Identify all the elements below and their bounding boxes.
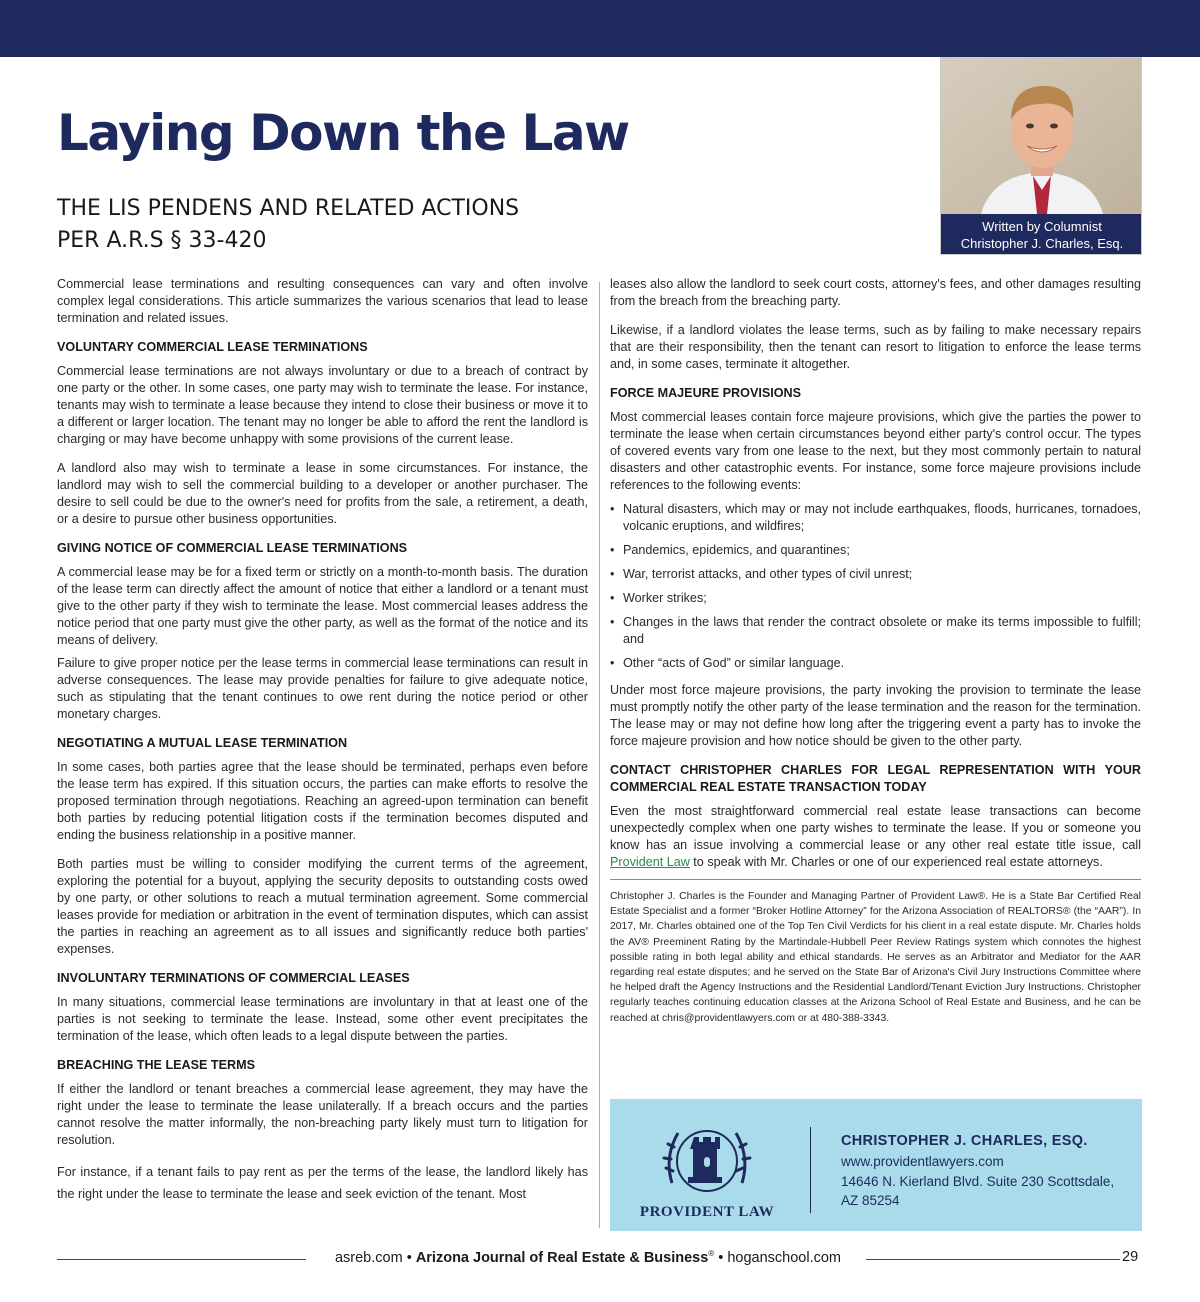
footer-rule-right — [866, 1259, 1120, 1260]
heading-contact: CONTACT CHRISTOPHER CHARLES FOR LEGAL REPRESENTATION WITH YOUR COMMERCIAL REAL ESTATE TRANSACTION TODAY — [610, 763, 1141, 794]
footer-separator: • — [406, 1249, 412, 1266]
list-item: • War, terrorist attacks, and other types of civil unrest; — [610, 566, 1141, 583]
continuation-paragraph-1: leases also allow the landlord to seek court costs, attorney's fees, and other damages resulting from the breach from the breaching party. — [610, 277, 1141, 308]
list-item: • Pandemics, epidemics, and quarantines; — [610, 542, 1141, 559]
notice-paragraph-1: A commercial lease may be for a fixed term or strictly on a month-to-month basis. The duration of the lease term can directly affect the amount of notice that either a landlord or a tenant must give to the other party if they wish to terminate the lease. Most commercial leases address the notice period that one party must give the other party, as well as the format of the notice and its means of delivery. — [57, 565, 588, 647]
subtitle-line-1: THE LIS PENDENS AND RELATED ACTIONS — [57, 196, 520, 221]
mutual-paragraph-2: Both parties must be willing to consider modifying the current terms of the agreement, exploring the potential for a buyout, applying the security deposits to outstanding costs owed by one party, or other solutions to reach a mutual termination agreement. Some commercial leases provide for mediation or arbitration in the event of termination disputes, which can assist the parties in reaching an agreement as to all issues and significantly reduce both parties' expenses. — [57, 857, 588, 956]
footer-site-1[interactable]: asreb.com — [334, 1249, 403, 1266]
involuntary-paragraph-1: In many situations, commercial lease terminations are involuntary in that at least one of the parties is not seeking to terminate the lease. Instead, some other event precipitates the termination of the lease, which often leads to a legal dispute between the parties. — [57, 995, 588, 1043]
footer-registered-mark: ® — [708, 1249, 715, 1258]
author-caption-line-2: Christopher J. Charles, Esq. — [960, 236, 1124, 251]
intro-paragraph: Commercial lease terminations and resulting consequences can vary and often involve complex legal considerations. This article summarizes the various scenarios that lead to lease termination and related issues. — [57, 277, 588, 325]
continuation-paragraph-2: Likewise, if a landlord violates the lease terms, such as by failing to make necessary repairs that are their responsibility, then the tenant can resort to litigation to enforce the lease terms and, in some cases, terminate it altogether. — [610, 323, 1141, 371]
footer-site-2[interactable]: hoganschool.com — [727, 1249, 842, 1266]
mutual-paragraph-1: In some cases, both parties agree that the lease should be terminated, perhaps even before the lease term has expired. If this situation occurs, the parties can make efforts to resolve the proposed termination through negotiations. Reaching an agreed-upon termination can benefit both parties by reducing potential litigation costs if the termination becomes disputed and ending the business relationship in a positive manner. — [57, 760, 588, 842]
voluntary-paragraph-1: Commercial lease terminations are not always involuntary or due to a breach of contract by one party or the other. In some cases, one party may wish to terminate the lease. For instance, tenants may wish to terminate a lease because they intend to close their business or move it to a different or larger location. The tenant may no longer be able to afford the rent the landlord is charging or may have become unhappy with some provisions of the current lease. — [57, 364, 588, 446]
notice-paragraph-2: Failure to give proper notice per the lease terms in commercial lease terminations can result in adverse consequences. The lease may provide penalties for failure to give adequate notice, such as stipulating that the tenant continues to owe rent during the notice period or other monetary charges. — [57, 656, 588, 721]
footer-separator: • — [718, 1249, 724, 1266]
logo-wordmark: PROVIDENT LAW — [639, 1204, 775, 1220]
promo-box — [610, 1099, 1142, 1231]
voluntary-paragraph-2: A landlord also may wish to terminate a lease in some circumstances. For instance, the landlord may wish to sell the commercial building to a developer or another purchaser. The desire to sell could be due to the owner's need for profits from the sale, a retirement, a death, or a desire to pursue other business opportunities. — [57, 461, 588, 526]
promo-website[interactable]: www.providentlawyers.com — [841, 1154, 1004, 1169]
page-number: 29 — [1122, 1249, 1139, 1265]
promo-name: CHRISTOPHER J. CHARLES, ESQ. — [841, 1133, 1088, 1149]
heading-force-majeure: FORCE MAJEURE PROVISIONS — [610, 386, 802, 400]
author-card — [940, 57, 1142, 255]
footer — [316, 1249, 860, 1266]
force-majeure-paragraph-2: Under most force majeure provisions, the party invoking the provision to terminate the lease must promptly notify the other party of the lease termination and the reason for the termination. The lease may or may not define how long after the triggering event a party has to invoke the force majeure provision and how notice should be given to the other party. — [610, 683, 1141, 748]
contact-text-before: Even the most straightforward commercial real estate lease transactions can become unexpectedly complex when one party wishes to terminate the lease. If you or someone you know has an issue involving a commercial lease or any other real estate title issue, call — [610, 804, 1141, 852]
top-banner — [0, 0, 1200, 57]
list-item: • Other “acts of God” or similar language. — [610, 655, 1141, 672]
column-divider — [599, 282, 600, 1228]
footer-rule-left — [57, 1259, 306, 1260]
force-majeure-paragraph-1: Most commercial leases contain force majeure provisions, which give the parties the power to terminate the lease when certain circumstances beyond either party's control occur. The types of covered events vary from one lease to the next, but they most commonly pertain to natural disasters and other catastrophic events. For instance, some force majeure provisions include references to the following events: — [610, 410, 1141, 492]
promo-address-line-1: 14646 N. Kierland Blvd. Suite 230 Scottsdale, — [841, 1174, 1115, 1189]
bio-divider — [610, 879, 1141, 880]
footer-journal-name: Arizona Journal of Real Estate & Business — [415, 1249, 709, 1266]
heading-notice: GIVING NOTICE OF COMMERCIAL LEASE TERMINATIONS — [57, 541, 408, 555]
author-caption — [941, 214, 1142, 255]
breach-paragraph-1: If either the landlord or tenant breaches a commercial lease agreement, they may have the right under the lease to terminate the lease unilaterally. If a breach occurs and the parties cannot resolve the matter informally, the non-breaching party likely must turn to litigation for resolution. — [57, 1082, 588, 1147]
heading-mutual: NEGOTIATING A MUTUAL LEASE TERMINATION — [57, 736, 348, 750]
breach-paragraph-2: For instance, if a tenant fails to pay rent as per the terms of the lease, the landlord likely has the right under the lease to terminate the lease and seek eviction of the tenant. Most — [57, 1165, 588, 1201]
list-item: • Worker strikes; — [610, 590, 1141, 607]
author-photo — [941, 58, 1142, 214]
force-majeure-events-list — [610, 501, 1141, 672]
author-caption-line-1: Written by Columnist — [982, 219, 1102, 234]
left-column — [57, 276, 588, 1217]
article-title: Laying Down the Law — [57, 104, 629, 162]
article-subtitle — [57, 193, 617, 257]
contact-text-after: to speak with Mr. Charles or one of our experienced real estate attorneys. — [689, 855, 1103, 869]
promo-address-line-2: AZ 85254 — [841, 1193, 900, 1208]
list-item: • Natural disasters, which may or may not include earthquakes, floods, hurricanes, tornadoes, volcanic eruptions, and wildfires; — [610, 501, 1141, 535]
heading-voluntary: VOLUNTARY COMMERCIAL LEASE TERMINATIONS — [57, 340, 368, 354]
right-column — [610, 276, 1141, 1026]
contact-paragraph — [610, 803, 1141, 871]
heading-involuntary: INVOLUNTARY TERMINATIONS OF COMMERCIAL LEASES — [57, 971, 410, 985]
author-bio: Christopher J. Charles is the Founder and Managing Partner of Provident Law®. He is a State Bar Certified Real Estate Specialist and a former “Broker Hotline Attorney” for the Arizona Association of REALTORS® (the “AAR”). In 2017, Mr. Charles obtained one of the Top Ten Civil Verdicts for his client in a real estate dispute. Mr. Charles holds the AV® Preeminent Rating by the Martindale-Hubbell Peer Review Ratings system which connotes the highest possible rating in both legal ability and ethical standards. He serves as an Arbitrator and Mediator for the AAR regarding real estate disputes; and he served on the State Bar of Arizona's Civil Jury Instructions Committee where he helped draft the Agency Instructions and the Residential Landlord/Tenant Eviction Jury Instructions. Christopher regularly teaches continuing education classes at the Arizona School of Real Estate and Business, and he can be reached at chris@providentlawyers.com or at 480-388-3343. — [610, 891, 1141, 1024]
provident-law-logo — [632, 1113, 782, 1223]
provident-law-link[interactable]: Provident Law — [610, 855, 690, 869]
subtitle-line-2: PER A.R.S § 33-420 — [57, 228, 267, 253]
promo-divider — [810, 1127, 811, 1213]
heading-breach: BREACHING THE LEASE TERMS — [57, 1058, 256, 1072]
list-item: • Changes in the laws that render the contract obsolete or make its terms impossible to fulfill; and — [610, 614, 1141, 648]
